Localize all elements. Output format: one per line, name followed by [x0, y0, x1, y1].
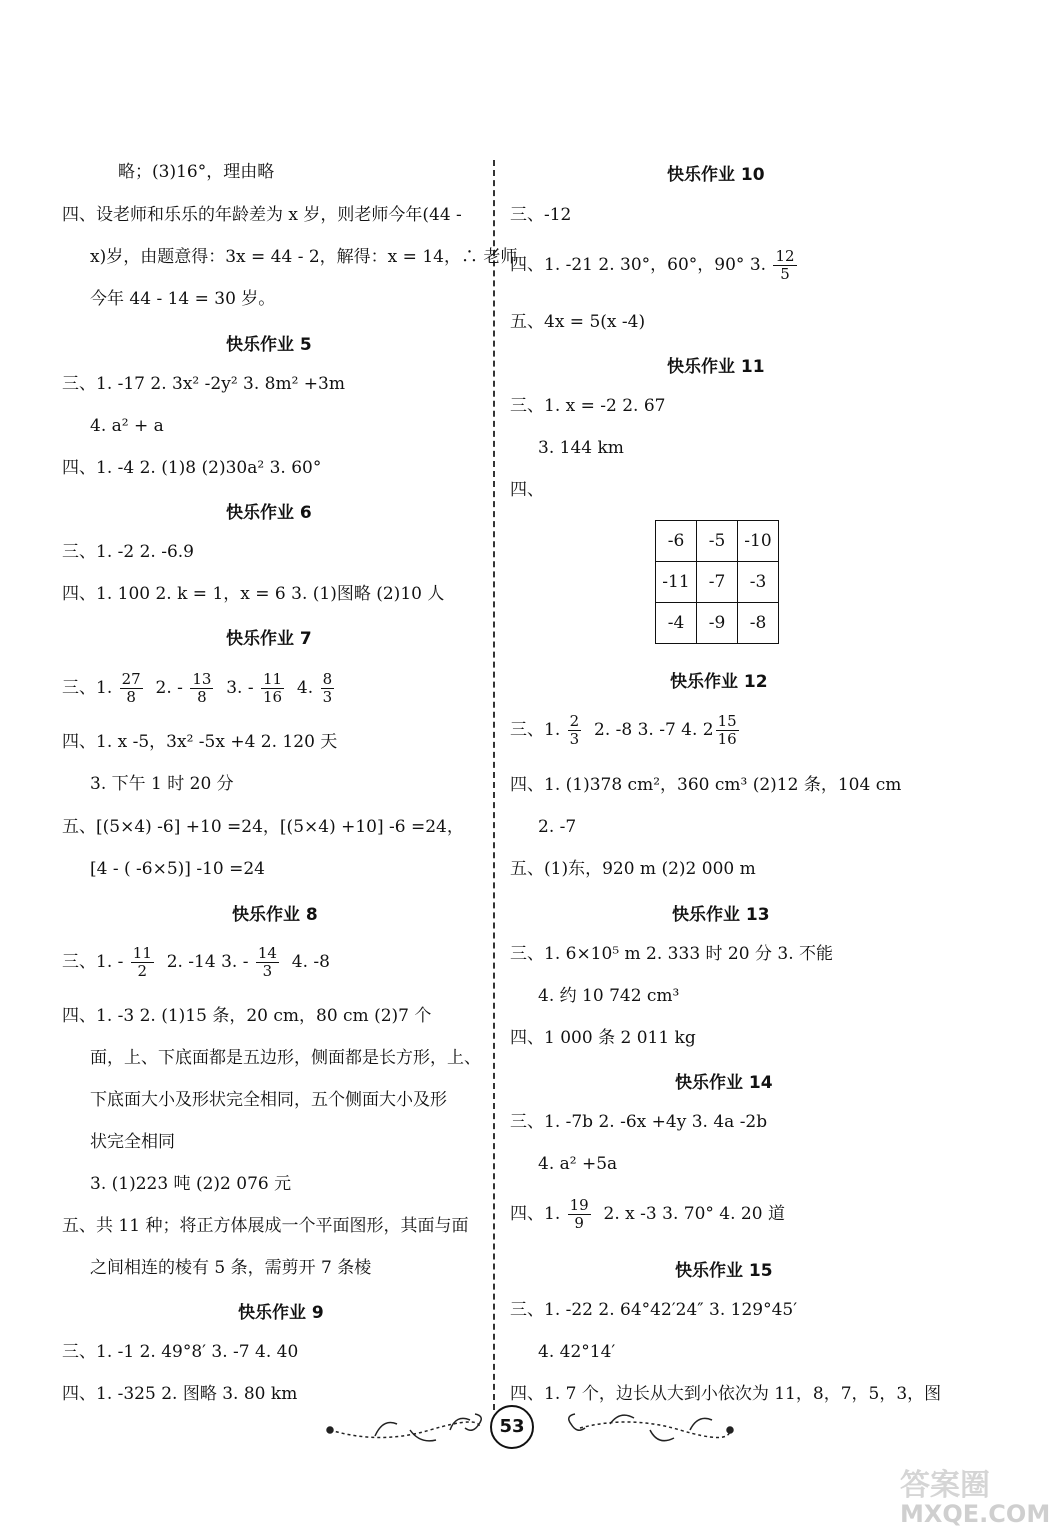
watermark-logo: 答案圈: [900, 1468, 990, 1503]
grid-cell: -6: [656, 521, 697, 562]
section-heading: 快乐作业 7: [226, 629, 312, 649]
text-line: 四、1. (1)378 cm²，360 cm³ (2)12 条，104 cm: [510, 775, 902, 795]
grid-cell: -4: [656, 603, 697, 644]
grid-cell: -8: [738, 603, 779, 644]
text-line: 略；(3)16°，理由略: [118, 162, 275, 182]
text-line: 3. (1)223 吨 (2)2 076 元: [90, 1174, 292, 1194]
text-line: 4. a² +5a: [538, 1154, 618, 1174]
text-line: 4. 约 10 742 cm³: [538, 986, 680, 1006]
grid-cell: -11: [656, 562, 697, 603]
text-line: 四、1. -325 2. 图略 3. 80 km: [62, 1384, 298, 1404]
section-heading: 快乐作业 11: [667, 357, 765, 377]
fraction: $\frac{11}{2}$: [132, 944, 152, 980]
text-line: 三、1. -7b 2. -6x +4y 3. 4a -2b: [510, 1112, 768, 1132]
grid-cell: -3: [738, 562, 779, 603]
fraction: $\frac{14}{3}$: [257, 944, 277, 980]
fraction: $\frac{13}{8}$: [192, 670, 212, 706]
text-line: 五、[(5×4) -6] +10 =24，[(5×4) +10] -6 =24，: [62, 817, 464, 837]
text-line: 三、1. -22 2. 64°42′24″ 3. 129°45′: [510, 1300, 798, 1320]
section-heading: 快乐作业 15: [675, 1261, 773, 1281]
text-line: 三、1. -2 2. -6.9: [62, 542, 194, 562]
text-line: 2. -7: [538, 817, 577, 837]
vine-left-icon: [327, 1414, 481, 1441]
section-heading: 快乐作业 8: [232, 905, 318, 925]
text-line: 3. 下午 1 时 20 分: [90, 774, 234, 794]
text-line: 四、1. 7 个，边长从大到小依次为 11，8，7，5，3，图: [510, 1384, 942, 1404]
text-line: x)岁，由题意得：3x = 44 - 2，解得：x = 14，∴ 老师: [90, 247, 518, 267]
grid-cell: -5: [697, 521, 738, 562]
fraction: $\frac{11}{16}$: [263, 670, 283, 706]
fraction-line: 三、1. $\frac{27}{8}$ 2. - $\frac{13}{8}$ 3. - $\frac{11}{16}$ 4. $\frac{8}{3}$: [62, 670, 333, 706]
section-heading: 快乐作业 5: [226, 335, 312, 355]
text-line: 4. a² + a: [90, 416, 164, 436]
fraction: $\frac{12}{5}$: [775, 247, 795, 283]
text-line: 五、(1)东，920 m (2)2 000 m: [510, 859, 756, 879]
text-line: 四、1. -4 2. (1)8 (2)30a² 3. 60°: [62, 458, 322, 478]
text-line: 四、1 000 条 2 011 kg: [510, 1028, 696, 1048]
text-line: 三、1. 6×10⁵ m 2. 333 时 20 分 3. 不能: [510, 944, 833, 964]
text-line: 下底面大小及形状完全相同，五个侧面大小及形: [90, 1090, 447, 1110]
fraction: $\frac{19}{9}$: [569, 1196, 589, 1232]
section-heading: 快乐作业 14: [675, 1073, 773, 1093]
text-line: 之间相连的棱有 5 条，需剪开 7 条棱: [90, 1258, 372, 1278]
text-line: 五、4x = 5(x -4): [510, 312, 646, 332]
section-heading: 快乐作业 10: [667, 165, 765, 185]
text-line: 3. 144 km: [538, 438, 624, 458]
text-line: 四、设老师和乐乐的年龄差为 x 岁，则老师今年(44 -: [62, 205, 462, 225]
text-line: 四、1. x -5，3x² -5x +4 2. 120 天: [62, 732, 338, 752]
text-line: 四、1. -3 2. (1)15 条，20 cm，80 cm (2)7 个: [62, 1006, 432, 1026]
fraction-line: 三、1. $\frac{2}{3}$ 2. -8 3. -7 4. 2 $\frac{15}{16}$: [510, 712, 737, 748]
section-heading: 快乐作业 13: [672, 905, 770, 925]
text-line: 今年 44 - 14 = 30 岁。: [90, 289, 276, 309]
section-heading: 快乐作业 12: [670, 672, 768, 692]
page-number: 53: [490, 1405, 534, 1449]
fraction-line: 四、1. $\frac{19}{9}$ 2. x -3 3. 70° 4. 20 道: [510, 1196, 785, 1232]
text-line: 三、-12: [510, 205, 572, 225]
text-line: 三、1. -1 2. 49°8′ 3. -7 4. 40: [62, 1342, 299, 1362]
fraction: $\frac{15}{16}$: [717, 712, 737, 748]
grid-cell: -10: [738, 521, 779, 562]
magic-square-table: [655, 520, 779, 644]
fraction: $\frac{2}{3}$: [569, 712, 580, 748]
text-line: [4 - ( -6×5)] -10 =24: [90, 859, 265, 879]
section-heading: 快乐作业 6: [226, 503, 312, 523]
text-line: 面，上、下底面都是五边形，侧面都是长方形，上、: [90, 1048, 481, 1068]
fraction-line: 四、1. -21 2. 30°，60°，90° 3. $\frac{12}{5}$: [510, 247, 795, 283]
section-heading: 快乐作业 9: [238, 1303, 324, 1323]
text-line: 四、1. 100 2. k = 1，x = 6 3. (1)图略 (2)10 人: [62, 584, 445, 604]
fraction-line: 三、1. - $\frac{11}{2}$ 2. -14 3. - $\frac{14}{3}$ 4. -8: [62, 944, 330, 980]
text-line: 状完全相同: [90, 1132, 175, 1152]
vine-right-icon: [569, 1414, 733, 1441]
fraction: $\frac{8}{3}$: [322, 670, 333, 706]
text-line: 五、共 11 种；将正方体展成一个平面图形，其面与面: [62, 1216, 469, 1236]
grid-cell: -9: [697, 603, 738, 644]
watermark-url: MXQE.COM: [900, 1500, 1051, 1528]
grid-cell: -7: [697, 562, 738, 603]
text-line: 三、1. -17 2. 3x² -2y² 3. 8m² +3m: [62, 374, 345, 394]
text-line: 三、1. x = -2 2. 67: [510, 396, 666, 416]
text-line: 4. 42°14′: [538, 1342, 616, 1362]
column-divider: [493, 160, 495, 1410]
fraction: $\frac{27}{8}$: [121, 670, 141, 706]
text-line: 四、: [510, 480, 544, 500]
